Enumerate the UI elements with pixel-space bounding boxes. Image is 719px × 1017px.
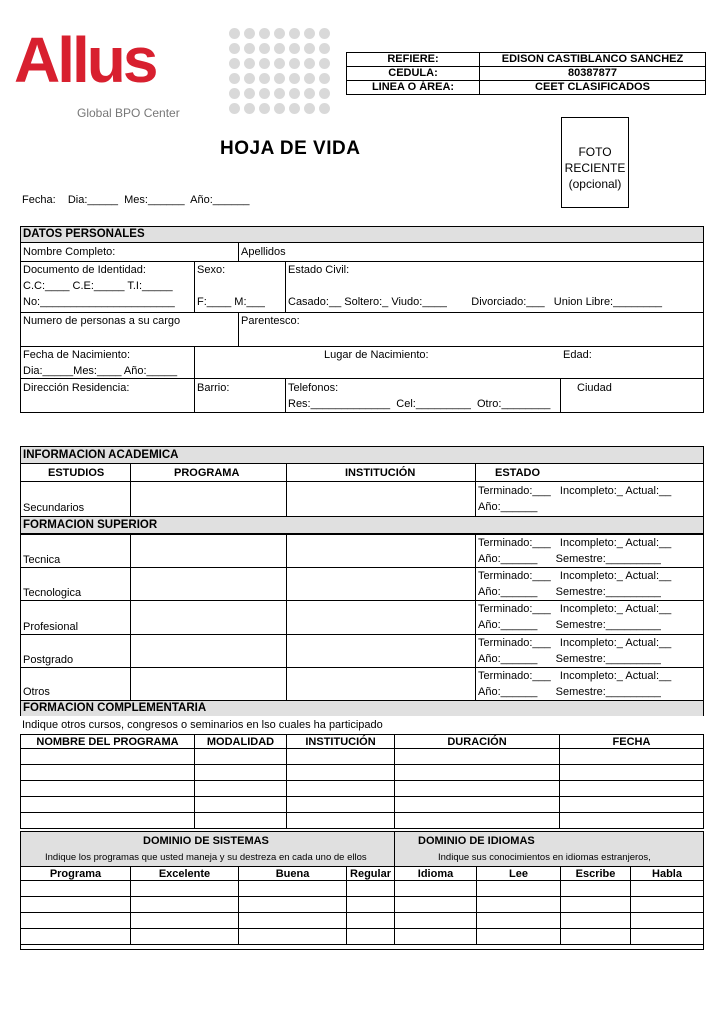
id-type-field[interactable]: C.C:____ C.E:_____ T.I:_____ xyxy=(23,280,173,292)
sex-field[interactable]: F:____ M:___ xyxy=(197,296,265,308)
relationship-field[interactable]: Parentesco: xyxy=(241,315,300,327)
comp-col-program: NOMBRE DEL PROGRAMA xyxy=(21,735,195,749)
city-field[interactable]: Ciudad xyxy=(577,382,612,394)
table-row[interactable] xyxy=(21,881,704,897)
company-tagline: Global BPO Center xyxy=(77,106,180,120)
col-status: ESTADO xyxy=(495,467,541,479)
skill-col-write: Escribe xyxy=(561,867,631,881)
referral-value: EDISON CASTIBLANCO SANCHEZ xyxy=(480,53,706,67)
table-row[interactable] xyxy=(21,897,704,913)
skill-col-language: Idioma xyxy=(395,867,477,881)
profesional-semester[interactable]: Año:______ Semestre:_________ xyxy=(478,619,661,631)
profesional-label: Profesional xyxy=(23,621,79,633)
phones-field[interactable]: Res:_____________ Cel:_________ Otro:________ xyxy=(288,398,551,410)
otros-label: Otros xyxy=(23,686,50,698)
skill-col-program: Programa xyxy=(21,867,131,881)
languages-note: Indique sus conocimientos en idiomas estranjeros, xyxy=(438,852,651,863)
full-name-field[interactable]: Nombre Completo: xyxy=(23,246,116,258)
referral-label: REFIERE: xyxy=(347,53,480,67)
skill-col-good: Buena xyxy=(239,867,347,881)
birth-date-field[interactable]: Dia:_____Mes:____ Año:_____ xyxy=(23,365,178,377)
phones-label: Telefonos: xyxy=(288,382,339,394)
comp-col-duration: DURACIÓN xyxy=(395,735,560,749)
cedula-value: 80387877 xyxy=(480,67,706,81)
profesional-status[interactable]: Terminado:___ Incompleto:_ Actual:__ xyxy=(478,603,672,615)
skill-col-read: Lee xyxy=(477,867,561,881)
tecnologica-semester[interactable]: Año:______ Semestre:_________ xyxy=(478,586,661,598)
complementary-header: FORMACION COMPLEMENTARIA xyxy=(21,701,703,716)
birth-place-field[interactable]: Lugar de Nacimiento: xyxy=(324,349,429,361)
otros-status[interactable]: Terminado:___ Incompleto:_ Actual:__ xyxy=(478,670,672,682)
skill-col-speak: Habla xyxy=(631,867,704,881)
age-field[interactable]: Edad: xyxy=(563,349,592,361)
address-field[interactable]: Dirección Residencia: xyxy=(23,382,130,394)
table-row[interactable] xyxy=(21,813,704,829)
photo-box[interactable] xyxy=(561,117,629,208)
languages-header: DOMINIO DE IDIOMAS xyxy=(418,835,535,847)
date-line[interactable]: Fecha: Dia:_____ Mes:______ Año:______ xyxy=(22,194,250,206)
postgrado-status[interactable]: Terminado:___ Incompleto:_ Actual:__ xyxy=(478,637,672,649)
company-logo: Allus xyxy=(14,24,156,96)
birth-date-label: Fecha de Nacimiento: xyxy=(23,349,130,361)
systems-header: DOMINIO DE SISTEMAS xyxy=(143,835,269,847)
complementary-table xyxy=(20,734,704,829)
table-row[interactable] xyxy=(21,749,704,765)
table-row[interactable] xyxy=(21,929,704,945)
complementary-note: Indique otros cursos, congresos o seminarios en lso cuales ha participado xyxy=(22,719,383,731)
cedula-label: CEDULA: xyxy=(347,67,480,81)
secondary-year[interactable]: Año:______ xyxy=(478,501,538,513)
skill-col-regular: Regular xyxy=(347,867,395,881)
skills-table xyxy=(20,866,704,945)
col-program: PROGRAMA xyxy=(174,467,240,479)
table-row[interactable] xyxy=(21,797,704,813)
comp-col-date: FECHA xyxy=(560,735,704,749)
id-number-field[interactable]: No:______________________ xyxy=(23,296,175,308)
tecnica-label: Tecnica xyxy=(23,554,61,566)
marital-status-label: Estado Civil: xyxy=(288,264,350,276)
postgrado-label: Postgrado xyxy=(23,654,74,666)
tecnologica-label: Tecnologica xyxy=(23,587,82,599)
otros-semester[interactable]: Año:______ Semestre:_________ xyxy=(478,686,661,698)
systems-note: Indique los programas que usted maneja y su destreza en cada uno de ellos xyxy=(45,852,367,863)
area-value: CEET CLASIFICADOS xyxy=(480,81,706,95)
superior-header: FORMACION SUPERIOR xyxy=(21,517,703,534)
page-title: HOJA DE VIDA xyxy=(220,138,361,159)
col-institution: INSTITUCIÓN xyxy=(345,467,416,479)
skill-col-excellent: Excelente xyxy=(131,867,239,881)
academic-header: INFORMACION ACADEMICA xyxy=(21,447,703,464)
referral-table xyxy=(346,52,706,95)
comp-col-modality: MODALIDAD xyxy=(195,735,287,749)
col-studies: ESTUDIOS xyxy=(48,467,105,479)
id-document-label: Documento de Identidad: xyxy=(23,264,146,276)
postgrado-semester[interactable]: Año:______ Semestre:_________ xyxy=(478,653,661,665)
secondary-status[interactable]: Terminado:___ Incompleto:_ Actual:__ xyxy=(478,485,672,497)
area-label: LINEA O ÁREA: xyxy=(347,81,480,95)
personal-data-header: DATOS PERSONALES xyxy=(21,227,703,243)
photo-label-2: RECIENTE xyxy=(564,161,626,175)
comp-col-institution: INSTITUCIÓN xyxy=(287,735,395,749)
neighborhood-field[interactable]: Barrio: xyxy=(197,382,230,394)
table-row[interactable] xyxy=(21,913,704,929)
logo-dot-pattern xyxy=(229,28,330,114)
marital-status-field[interactable]: Casado:__ Soltero:_ Viudo:____ Divorciado:___ Union Libre:________ xyxy=(288,296,663,308)
tecnologica-status[interactable]: Terminado:___ Incompleto:_ Actual:__ xyxy=(478,570,672,582)
table-row[interactable] xyxy=(21,781,704,797)
photo-label-1: FOTO xyxy=(578,145,612,159)
tecnica-status[interactable]: Terminado:___ Incompleto:_ Actual:__ xyxy=(478,537,672,549)
dependents-field[interactable]: Numero de personas a su cargo xyxy=(23,315,181,327)
photo-label-3: (opcional) xyxy=(568,177,622,191)
secondary-label: Secundarios xyxy=(23,502,85,514)
surname-field[interactable]: Apellidos xyxy=(241,246,286,258)
table-row[interactable] xyxy=(21,765,704,781)
tecnica-semester[interactable]: Año:______ Semestre:_________ xyxy=(478,553,661,565)
sex-label: Sexo: xyxy=(197,264,226,276)
